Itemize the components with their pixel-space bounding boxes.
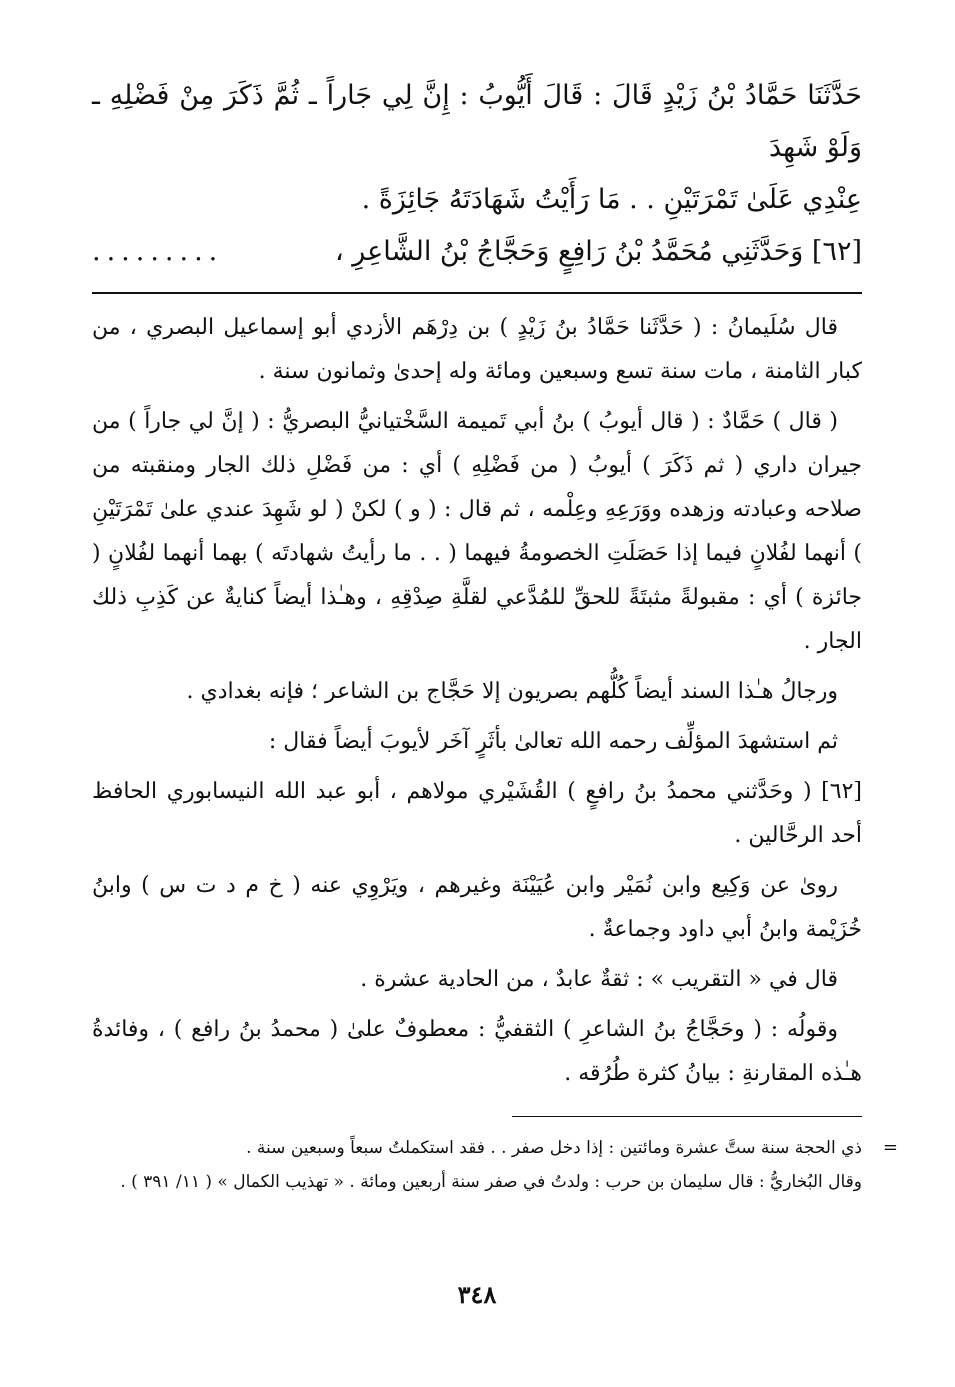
hadith-line-3: [92, 226, 862, 278]
footnotes: [92, 1131, 898, 1199]
commentary-paragraph: قال سُلَيمانُ : ( حَدَّثَنا حَمَّادُ بنُ زَيْدٍ ) بن دِرْهَم الأزدي أبو إسماعيل البصري ، من كبار الثامنة ، مات سنة تسع وسبعين ومائة وله إحدىٰ وثمانون سنة .: [92, 315, 862, 384]
book-page: [92, 70, 898, 1350]
page-number: ٣٤٨: [457, 1280, 497, 1309]
commentary-paragraph: وقولُه : ( وحَجَّاجُ بنُ الشاعرِ ) الثقفيُّ : معطوفٌ علىٰ ( محمدُ بنُ رافع ) ، وفائدةُ هـٰذه المقارنةِ : بيانُ كثرة طُرُقه .: [92, 1017, 862, 1086]
commentary-paragraph: ورجالُ هـٰذا السند أيضاً كُلُّهم بصريون إلا حَجَّاج بن الشاعر ؛ فإنه بغدادي .: [186, 679, 838, 704]
section-divider: [92, 292, 862, 294]
footnote-line: وقال البُخاريُّ : قال سليمان بن حرب : ولدتُ في صفر سنة أربعين ومائة . « تهذيب الكمال » ( ١١/ ٣٩١ ) .: [120, 1172, 862, 1192]
hadith-line-2: عِنْدِي عَلَىٰ تَمْرَتَيْنِ . . مَا رَأَيْتُ شَهَادَتَهُ جَائِزَةً .: [361, 184, 862, 215]
continuation-marker: =: [882, 1137, 898, 1158]
ellipsis-dots: .........: [92, 236, 224, 267]
hadith-line-1: حَدَّثَنَا حَمَّادُ بْنُ زَيْدٍ قَالَ : قَالَ أَيُّوبُ : إِنَّ لِي جَاراً ـ ثُمَّ ذَكَرَ مِنْ فَضْلِهِ ـ وَلَوْ شَهِدَ: [92, 80, 862, 163]
commentary: [92, 306, 862, 1096]
footnote-divider: [512, 1116, 862, 1117]
commentary-paragraph: ثم استشهدَ المؤلِّف رحمه الله تعالىٰ بأثَرٍ آخَر لأيوبَ أيضاً فقال :: [268, 729, 838, 754]
commentary-paragraph: ( قال ) حَمَّادٌ : ( قال أيوبُ ) بنُ أبي تَميمة السَّخْتيانيُّ البصريُّ : ( إنَّ لي جاراً ) من جيران داري ( ثم ذَكَرَ ) أيوبُ ( من فَضْلِهِ ) أي : من فَضْلِ ذلك الجار ومنقبته من صلاحه وعبادته وزهده ووَرَعِهِ وعِلْمه ، ثم قال : ( و ) لكنْ ( لو شَهِدَ عندي علىٰ تَمْرَتَيْنِ ) أنهما لفُلانٍ فيما إذا حَصَلَتِ الخصومةُ فيهما ( . . ما رأيتُ شهادتَه ) بهما أنهما لفُلانٍ ( جائزة ) أي : مقبولةً مثبتَةً للحقِّ للمُدَّعي لقلَّةِ صِدْقِهِ ، وهـٰذا أيضاً كنايةٌ عن كَذِبِ ذلك الجار .: [92, 409, 862, 654]
commentary-paragraph: [٦٢] ( وحَدَّثني محمدُ بنُ رافعٍ ) القُشَيْري مولاهم ، أبو عبد الله النيسابوري الحافظ أحد الرحَّالين .: [92, 779, 862, 848]
commentary-paragraph: روىٰ عن وَكِيع وابن نُمَيْر وابن عُيَيْنَة وغيرهم ، ويَرْوِي عنه ( خ م د ت س ) وابنُ خُزَيْمة وابنُ أبي داود وجماعةٌ .: [92, 873, 862, 942]
footnote-line: ذي الحجة سنة ستَّ عشرة ومائتين : إذا دخل صفر . . فقد استكملتُ سبعاً وسبعين سنة .: [246, 1138, 862, 1158]
hadith-line-3-text: [٦٢] وَحَدَّثَنِي مُحَمَّدُ بْنُ رَافِعٍ وَحَجَّاجُ بْنُ الشَّاعِرِ ،: [334, 236, 862, 267]
commentary-paragraph: قال في « التقريب » : ثقةٌ عابدٌ ، من الحادية عشرة .: [360, 967, 838, 992]
hadith-text: [92, 70, 862, 278]
